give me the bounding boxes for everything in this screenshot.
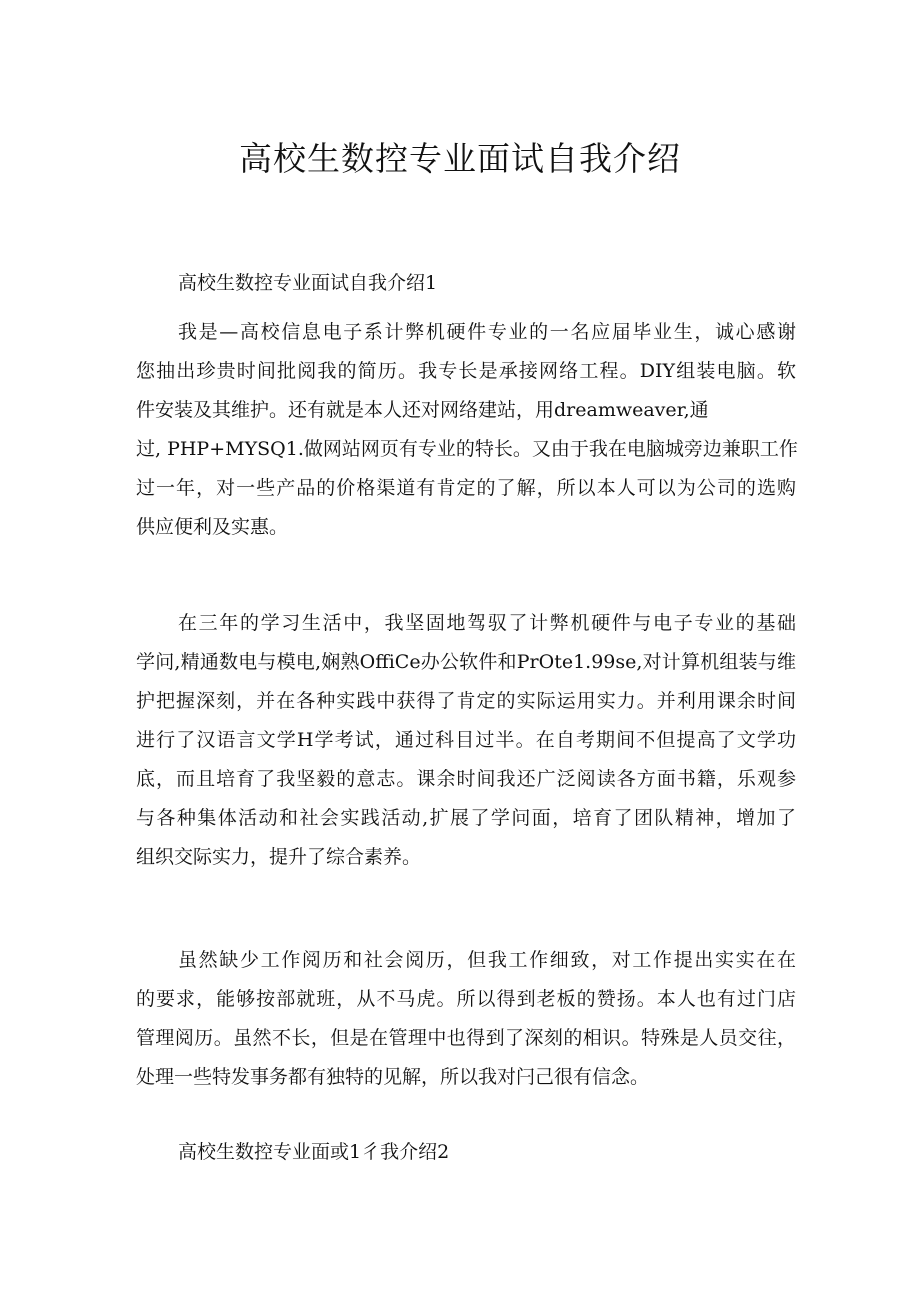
paragraph-line: 处理一些特发事务都有独特的见解，所以我对闩己很有信念。 bbox=[136, 1066, 650, 1088]
paragraph-line: 进行了汉语言文学H学考试，通过科目过半。在自考期间不但提高了文学功 bbox=[136, 729, 796, 751]
paragraph-2 bbox=[136, 604, 796, 877]
section-heading-1: 高校生数控专业面试自我介绍1 bbox=[178, 272, 438, 294]
section-heading-2: 高校生数控专业面或1彳我介绍2 bbox=[178, 1141, 450, 1163]
paragraph-line: 您抽出珍贵时间批阅我的简历。我专长是承接网络工程。DIY组装电脑。软 bbox=[136, 360, 796, 382]
paragraph-line: 管理阅历。虽然不长，但是在管理中也得到了深刻的相识。特殊是人员交往， bbox=[136, 1027, 796, 1049]
paragraph-line: 学问,精通数电与模电,娴熟OffiCe办公软件和PrOte1.99se,对计算机组装与维 bbox=[136, 651, 796, 673]
paragraph-line: 与各种集体活动和社会实践活动,扩展了学问面，培育了团队精神，增加了 bbox=[136, 807, 796, 829]
paragraph-line: 在三年的学习生活中，我坚固地驾驭了计弊机硬件与电子专业的基础 bbox=[178, 612, 796, 634]
document-title: 高校生数控专业面试自我介绍 bbox=[239, 139, 681, 178]
paragraph-line: 组织交际实力，提升了综合素养。 bbox=[136, 846, 422, 868]
paragraph-3 bbox=[136, 941, 796, 1097]
paragraph-line: 的要求，能够按部就班，从不马虎。所以得到老板的赞扬。本人也有过门店 bbox=[136, 988, 796, 1010]
paragraph-line: 护把握深刻，并在各种实践中获得了肯定的实际运用实力。并利用课余时间 bbox=[136, 690, 796, 712]
paragraph-line: 虽然缺少工作阅历和社会阅历，但我工作细致，对工作提出实实在在 bbox=[178, 949, 796, 971]
paragraph-line: 过一年，对一些产品的价格渠道有肯定的了解，所以本人可以为公司的选购 bbox=[136, 477, 796, 499]
paragraph-line: 供应便利及实惠。 bbox=[136, 516, 289, 538]
paragraph-line: 我是—高校信息电子系计弊机硬件专业的一名应届毕业生，诚心感谢 bbox=[178, 321, 796, 343]
paragraph-line: 底，而且培育了我坚毅的意志。课余时间我还广泛阅读各方面书籍，乐观参 bbox=[136, 768, 796, 790]
paragraph-line: 过, PHP+MYSQ1.做网站网页有专业的特长。又由于我在电脑城旁边兼职工作 bbox=[136, 438, 798, 460]
paragraph-line: 件安装及其维护。还有就是本人还对网络建站，用dreamweaver,通 bbox=[136, 399, 709, 421]
paragraph-1 bbox=[136, 313, 796, 547]
